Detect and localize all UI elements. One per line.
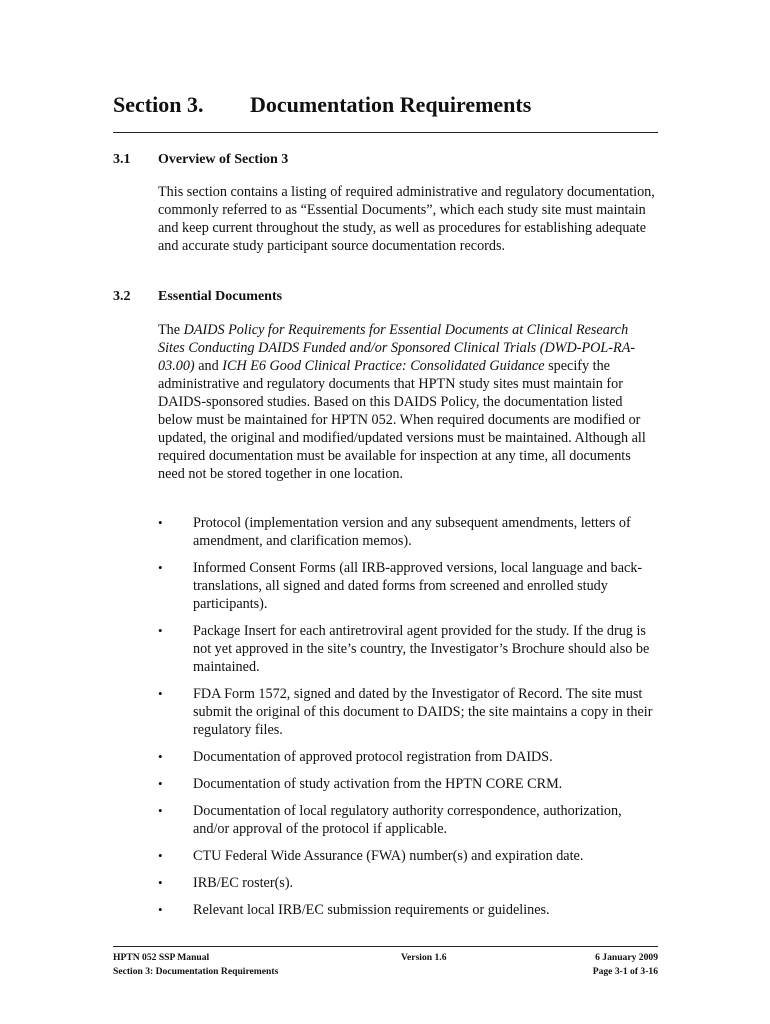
footer-date: 6 January 2009: [595, 952, 658, 963]
footer-page-number: Page 3-1 of 3-16: [592, 966, 658, 977]
section-title: [113, 92, 531, 118]
list-item: [158, 748, 658, 766]
subsection-3-2-title: Essential Documents: [158, 289, 283, 304]
page-footer: [113, 951, 658, 979]
bullet-icon: •: [158, 848, 163, 863]
subsection-3-2-number: 3.2: [113, 289, 131, 304]
bullet-icon: •: [158, 803, 163, 818]
footer-section: Section 3: Documentation Requirements: [113, 966, 279, 977]
subsection-3-1-title: Overview of Section 3: [158, 152, 289, 167]
title-divider: [113, 132, 658, 133]
intro-and: and: [194, 358, 223, 374]
section-number: Section 3.: [113, 92, 204, 117]
bullet-icon: •: [158, 515, 163, 530]
intro-the: The: [158, 322, 184, 338]
list-item: [158, 802, 658, 838]
intro-paragraph: [158, 321, 656, 483]
subsection-3-2-heading: [113, 289, 282, 305]
essential-documents-list: [158, 514, 658, 928]
list-item: [158, 874, 658, 892]
list-item-text: CTU Federal Wide Assurance (FWA) number(s) and expiration date.: [193, 848, 584, 864]
footer-row-2: [113, 965, 658, 979]
essential-documents-intro: [158, 321, 656, 483]
list-item-text: Protocol (implementation version and any subsequent amendments, letters of amendment, and clarification memos).: [193, 515, 631, 549]
footer-manual: HPTN 052 SSP Manual: [113, 952, 210, 963]
footer-divider: [113, 946, 658, 947]
list-item: [158, 514, 658, 550]
list-item: [158, 559, 658, 613]
ich-guidance-title: ICH E6 Good Clinical Practice: Consolidated Guidance: [222, 358, 545, 374]
bullet-icon: •: [158, 623, 163, 638]
intro-rest: specify the administrative and regulatory documents that HPTN study sites must maintain for DAIDS-sponsored studies. Based on this DAIDS Policy, the documentation listed below must be maintained for HPTN 052. When required documents are modified or updated, the original and modified/updated versions must be maintained. Although all required documentation must be available for inspection at any time, all documents need not be stored together in one location.: [158, 358, 646, 482]
overview-text: This section contains a listing of required administrative and regulatory documentation, commonly referred to as “Essential Documents”, which each study site must maintain and keep current throughout the study, as well as procedures for establishing adequate and accurate study participant source documentation records.: [158, 184, 655, 254]
bullet-icon: •: [158, 776, 163, 791]
list-item: [158, 775, 658, 793]
list-item: [158, 685, 658, 739]
list-item-text: Documentation of local regulatory authority correspondence, authorization, and/or approval of the protocol if applicable.: [193, 803, 622, 837]
list-item-text: IRB/EC roster(s).: [193, 875, 294, 891]
bullet-icon: •: [158, 686, 163, 701]
bullet-icon: •: [158, 875, 163, 890]
list-item-text: Documentation of study activation from the HPTN CORE CRM.: [193, 776, 563, 792]
list-item: [158, 901, 658, 919]
list-item: [158, 847, 658, 865]
bullet-icon: •: [158, 749, 163, 764]
subsection-3-1-heading: [113, 152, 288, 168]
bullet-icon: •: [158, 902, 163, 917]
subsection-3-1-number: 3.1: [113, 152, 131, 167]
list-item-text: Documentation of approved protocol registration from DAIDS.: [193, 749, 553, 765]
footer-version: Version 1.6: [401, 952, 447, 963]
overview-paragraph: [158, 183, 656, 255]
list-item-text: Package Insert for each antiretroviral agent provided for the study. If the drug is not yet approved in the site’s country, the Investigator’s Brochure should also be maintained.: [193, 623, 650, 675]
bullet-icon: •: [158, 560, 163, 575]
list-item-text: Informed Consent Forms (all IRB-approved versions, local language and back-translations, all signed and dated forms from screened and enrolled study participants).: [193, 560, 643, 612]
daids-policy-title: DAIDS Policy for Requirements for Essential Documents at Clinical Research Sites Conducting DAIDS Funded and/or Sponsored Clinical Trials (DWD-POL-RA-03.00): [158, 322, 636, 374]
list-item-text: Relevant local IRB/EC submission requirements or guidelines.: [193, 902, 550, 918]
list-item: [158, 622, 658, 676]
list-item-text: FDA Form 1572, signed and dated by the Investigator of Record. The site must submit the original of this document to DAIDS; the site maintains a copy in their regulatory files.: [193, 686, 653, 738]
footer-row-1: [113, 951, 658, 965]
section-title-text: Documentation Requirements: [250, 92, 532, 117]
